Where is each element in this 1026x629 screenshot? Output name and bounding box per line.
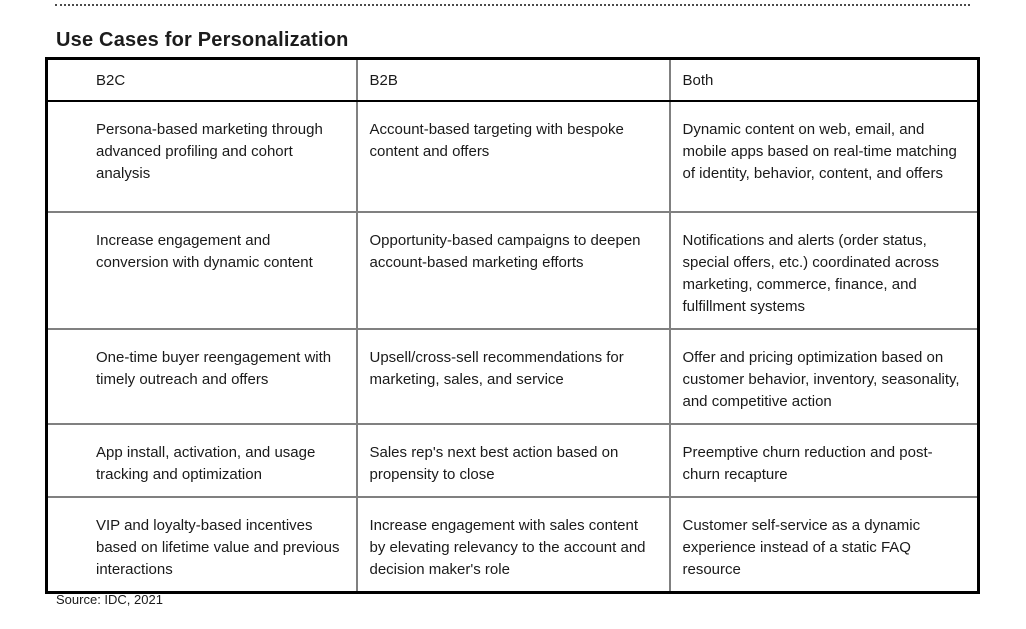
table-cell: Increase engagement with sales content by elevating relevancy to the account and decision maker's role (357, 497, 670, 593)
table-row (47, 101, 979, 212)
header-cell-b2c: B2C (47, 59, 357, 102)
table-cell: Notifications and alerts (order status, special offers, etc.) coordinated across marketing, commerce, finance, and fulfillment systems (670, 212, 979, 329)
table-row (47, 212, 979, 329)
table-row (47, 329, 979, 424)
table-cell: Persona-based marketing through advanced profiling and cohort analysis (96, 121, 323, 182)
table-cell: Preemptive churn reduction and post-churn recapture (670, 424, 979, 497)
table-cell: Account-based targeting with bespoke content and offers (357, 101, 670, 212)
table-header-row (47, 59, 979, 102)
header-cell-both: Both (670, 59, 979, 102)
table-cell: Sales rep's next best action based on propensity to close (357, 424, 670, 497)
top-dotted-divider (55, 4, 970, 6)
table-cell: Offer and pricing optimization based on customer behavior, inventory, seasonality, and competitive action (670, 329, 979, 424)
table-cell: Upsell/cross-sell recommendations for marketing, sales, and service (357, 329, 670, 424)
table-row (47, 497, 979, 593)
table-cell: Dynamic content on web, email, and mobile apps based on real-time matching of identity, behavior, content, and offers (670, 101, 979, 212)
table-cell: VIP and loyalty-based incentives based on lifetime value and previous interactions (47, 497, 357, 593)
table-cell: App install, activation, and usage tracking and optimization (47, 424, 357, 497)
source-attribution: Source: IDC, 2021 (56, 592, 163, 607)
table-row (47, 424, 979, 497)
header-cell-b2b: B2B (357, 59, 670, 102)
table-cell: One-time buyer reengagement with timely outreach and offers (47, 329, 357, 424)
table-cell: Opportunity-based campaigns to deepen account-based marketing efforts (357, 212, 670, 329)
use-cases-table (45, 57, 980, 594)
table-cell: Increase engagement and conversion with dynamic content (47, 212, 357, 329)
page-title: Use Cases for Personalization (56, 29, 349, 52)
table-cell: Customer self-service as a dynamic experience instead of a static FAQ resource (670, 497, 979, 593)
